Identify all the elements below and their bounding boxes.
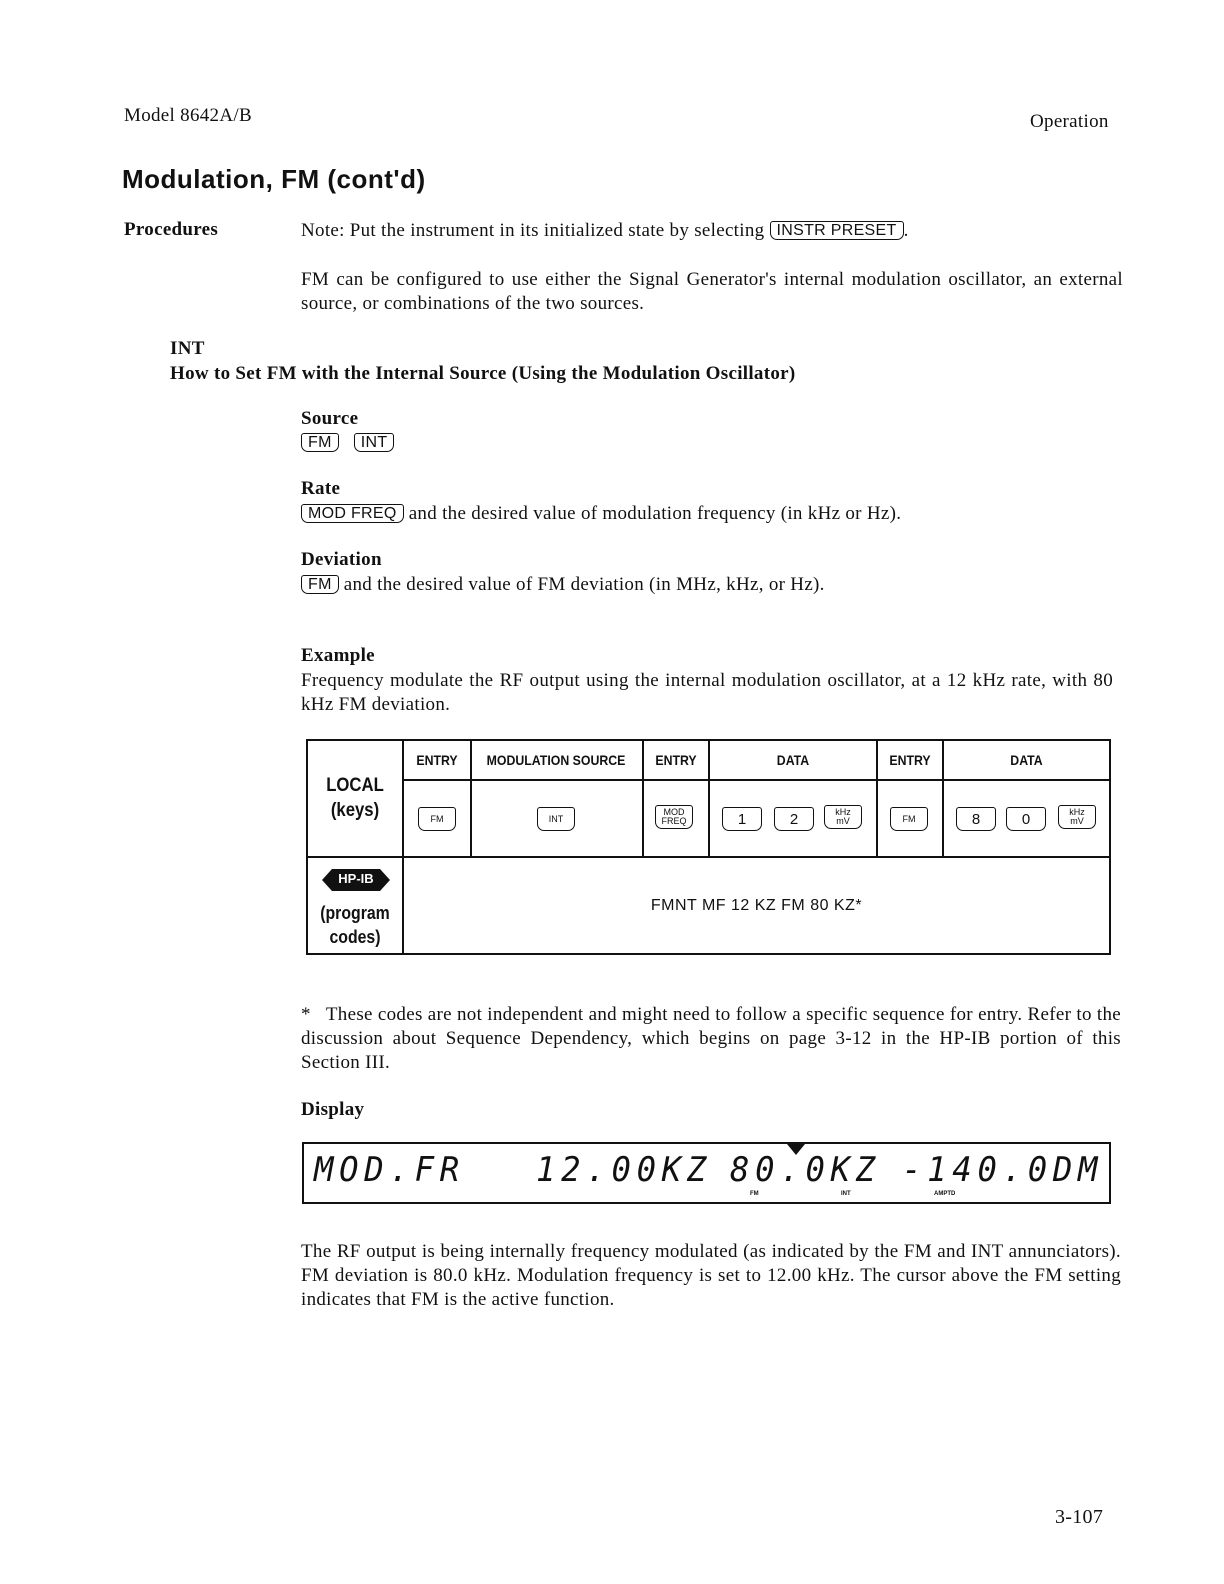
display-segment-amplitude: -140.0DM xyxy=(902,1150,1104,1190)
deviation-label: Deviation xyxy=(301,549,382,570)
footnote xyxy=(301,1003,1121,1075)
mod-freq-key: MOD FREQ xyxy=(301,504,404,523)
intro-paragraph: FM can be configured to use either the Signal Generator's internal modulation oscillator, an external source, or combinations of the two sources. xyxy=(301,269,1123,314)
table-digit-2-key: 2 xyxy=(774,807,814,831)
rate-line xyxy=(301,503,901,525)
display-description: The RF output is being internally frequency modulated (as indicated by the FM and INT annunciators). FM deviation is 80.0 kHz. Modulation frequency is set to 12.00 kHz. The cursor above the FM setting indicates that FM is the active function. xyxy=(301,1241,1121,1310)
table-mod-freq-key: MOD FREQ xyxy=(655,805,693,829)
header-entry-3: ENTRY xyxy=(889,752,931,768)
hpib-badge-text: HP-IB xyxy=(338,871,374,886)
program-code: FMNT MF 12 KZ FM 80 KZ* xyxy=(650,897,863,914)
fm-key: FM xyxy=(301,433,339,452)
annunciator-amptd: AMPTD xyxy=(934,1191,956,1197)
keys-label: (keys) xyxy=(330,800,380,821)
header-entry-1: ENTRY xyxy=(416,752,458,768)
note-text: Note: Put the instrument in its initialized state by selecting xyxy=(301,220,765,241)
deviation-line xyxy=(301,574,825,596)
int-key: INT xyxy=(354,433,395,452)
table-digit-0-key: 0 xyxy=(1006,807,1046,831)
rate-text: and the desired value of modulation frequency (in kHz or Hz). xyxy=(408,503,902,524)
int-heading: How to Set FM with the Internal Source (Using the Modulation Oscillator) xyxy=(170,363,796,384)
fm-deviation-key: FM xyxy=(301,575,339,594)
display-segment-deviation: 80.0KZ xyxy=(730,1150,881,1190)
local-keys-label xyxy=(314,773,397,823)
table-fm-key-1: FM xyxy=(418,807,456,831)
section-header: Operation xyxy=(1030,111,1109,132)
source-keys xyxy=(301,432,394,454)
display-label: Display xyxy=(301,1099,365,1120)
header-entry-2: ENTRY xyxy=(655,752,697,768)
display-segment-mode: MOD.FR xyxy=(314,1150,465,1190)
local-label: LOCAL xyxy=(326,775,384,796)
display-segment-mod-freq: 12.00KZ xyxy=(536,1150,713,1190)
table-khz-key-1: kHz mV xyxy=(824,805,862,829)
table-int-key: INT xyxy=(537,807,575,831)
footnote-text: These codes are not independent and might need to follow a specific sequence for entry. Refer to the discussion about Sequence Dependency, which begins on page 3-12 in the HP-IB portion of this Section III. xyxy=(301,1004,1121,1073)
note-paragraph xyxy=(301,220,1131,242)
header-modulation-source: MODULATION SOURCE xyxy=(486,752,626,768)
note-suffix: . xyxy=(903,220,909,241)
page-number: 3-107 xyxy=(1055,1506,1104,1528)
header-data-2: DATA xyxy=(1010,752,1043,768)
table-digit-1-key: 1 xyxy=(722,807,762,831)
header-data-1: DATA xyxy=(776,752,810,768)
example-table xyxy=(306,739,1111,955)
model-header: Model 8642A/B xyxy=(124,105,252,126)
hpib-badge xyxy=(322,867,390,893)
deviation-text: and the desired value of FM deviation (in MHz, kHz, or Hz). xyxy=(343,574,825,595)
annunciator-int: INT xyxy=(841,1191,851,1197)
annunciator-fm: FM xyxy=(750,1191,759,1197)
program-codes-label: (program codes) xyxy=(320,903,390,947)
page-title: Modulation, FM (cont'd) xyxy=(122,164,426,194)
table-khz-key-2: kHz mV xyxy=(1058,805,1096,829)
instr-preset-key: INSTR PRESET xyxy=(770,221,904,240)
int-label: INT xyxy=(170,338,205,359)
table-fm-key-2: FM xyxy=(890,807,928,831)
example-text: Frequency modulate the RF output using the internal modulation oscillator, at a 12 kHz rate, with 80 kHz FM deviation. xyxy=(301,670,1113,715)
source-label: Source xyxy=(301,408,359,429)
footnote-marker: * xyxy=(301,1004,311,1025)
table-digit-8-key: 8 xyxy=(956,807,996,831)
procedures-label: Procedures xyxy=(124,219,219,240)
rate-label: Rate xyxy=(301,478,341,499)
front-panel-display xyxy=(302,1142,1111,1204)
example-label: Example xyxy=(301,645,375,666)
